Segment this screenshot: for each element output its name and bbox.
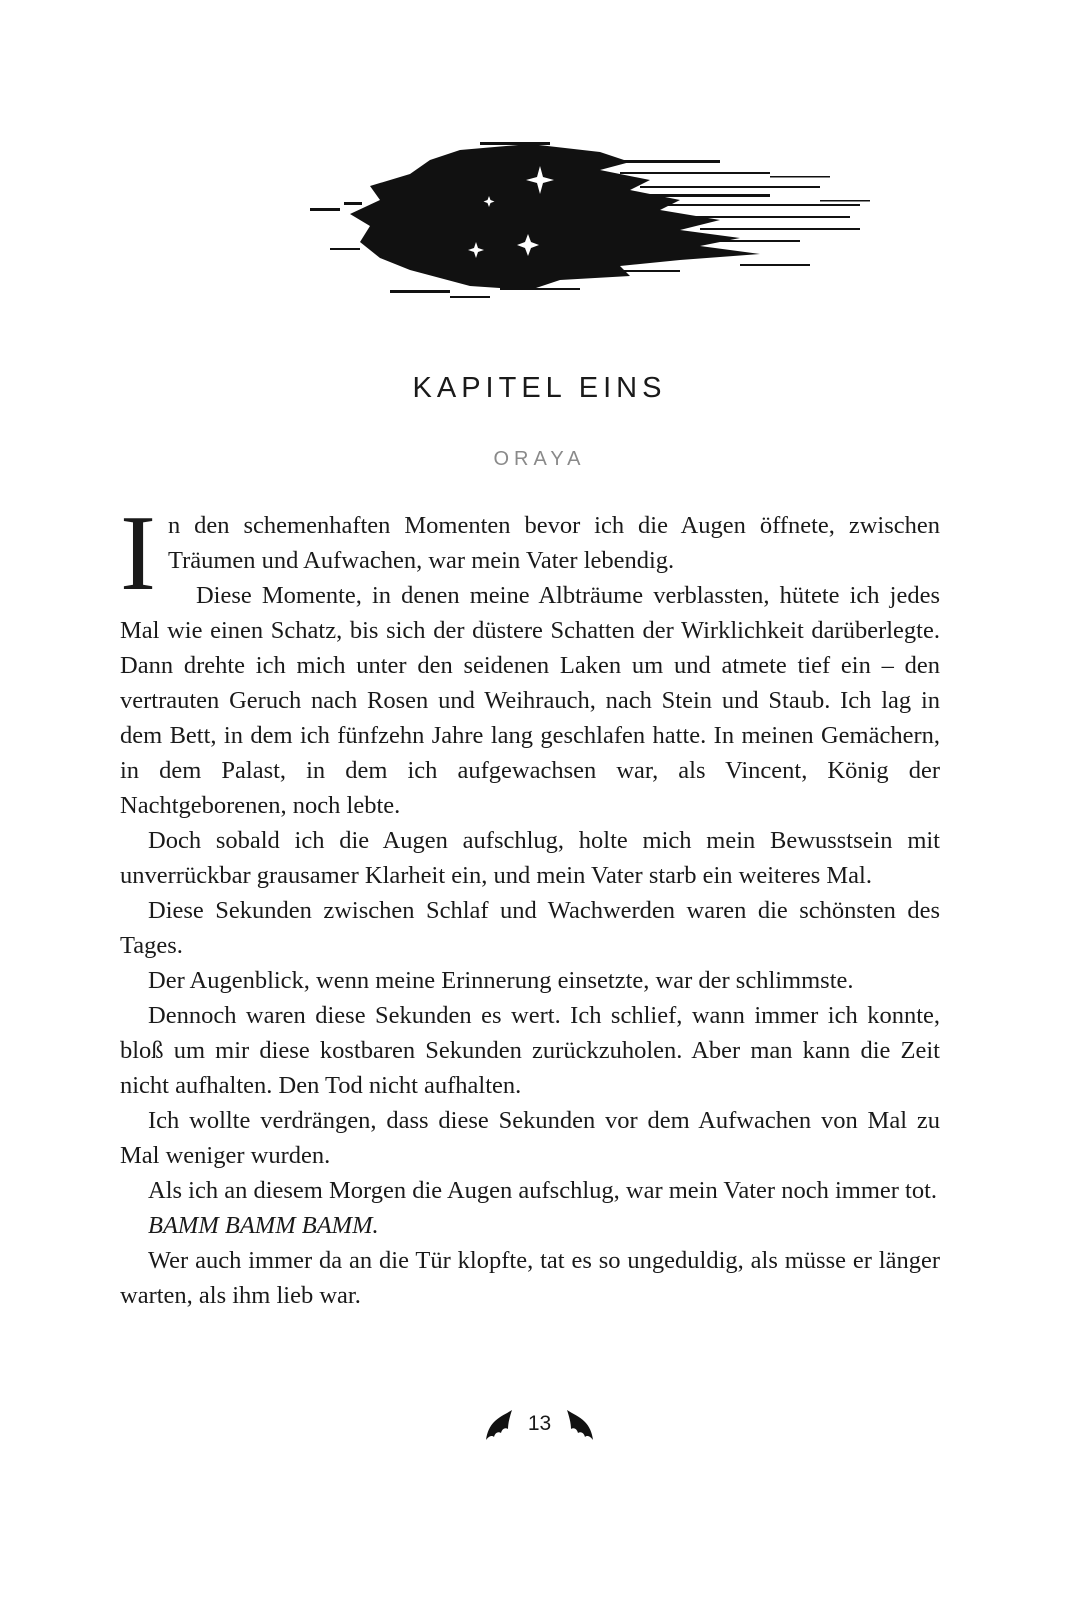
chapter-title: KAPITEL EINS <box>412 372 667 404</box>
paragraph-3: Doch sobald ich die Augen aufschlug, holte mich mein Bewusstsein mit unverrückbar grausamer Klarheit ein, und mein Vater starb ein weiteres Mal. <box>120 827 940 889</box>
paragraph-5: Der Augenblick, wenn meine Erinnerung einsetzte, war der schlimmste. <box>148 967 854 994</box>
paragraph-8: Als ich an diesem Morgen die Augen aufschlug, war mein Vater noch immer tot. <box>148 1177 938 1204</box>
paragraph-9: BAMM BAMM BAMM. <box>148 1212 379 1239</box>
drop-cap: I <box>120 494 156 613</box>
chapter-narrator: ORAYA <box>493 448 586 470</box>
bat-wing-left-icon <box>484 1406 514 1442</box>
paragraph-7: Ich wollte verdrängen, dass diese Sekunden vor dem Aufwachen von Mal zu Mal weniger wurden. <box>120 1107 940 1169</box>
page-footer <box>0 1404 1079 1444</box>
paragraph-4: Diese Sekunden zwischen Schlaf und Wachwerden waren die schönsten des Tages. <box>120 897 940 959</box>
paragraph-10: Wer auch immer da an die Tür klopfte, tat es so ungeduldig, als müsse er länger warten, als ihm lieb war. <box>120 1247 940 1309</box>
paragraph-2: Diese Momente, in denen meine Albträume verblassten, hütete ich jedes Mal wie einen Schatz, bis sich der düstere Schatten der Wirklichkeit darüberlegte. Dann drehte ich mich unter den seidenen Laken um und atmete tief ein – den vertrauten Geruch nach Rosen und Weihrauch, nach Stein und Staub. Ich lag in dem Bett, in dem ich fünfzehn Jahre lang geschlafen hatte. In meinen Gemächern, in dem Palast, in dem ich aufgewachsen war, als Vincent, König der Nachtgeborenen, noch lebte. <box>120 582 940 819</box>
paragraph-1 <box>120 494 940 613</box>
chapter-body <box>120 494 940 1313</box>
page-number: 13 <box>527 1412 552 1435</box>
paragraph-6: Dennoch waren diese Sekunden es wert. Ich schlief, wann immer ich konnte, bloß um mir diese kostbaren Sekunden zurückzuholen. Aber man kann die Zeit nicht aufhalten. Den Tod nicht aufhalten. <box>120 1002 940 1099</box>
bat-wing-right-icon <box>565 1406 595 1442</box>
ink-brush-stroke-with-stars-icon <box>300 130 900 330</box>
paragraph-1-text: n den schemenhaften Momenten bevor ich die Augen öffnete, zwischen Träumen und Aufwachen, war mein Vater lebendig. <box>167 512 940 574</box>
